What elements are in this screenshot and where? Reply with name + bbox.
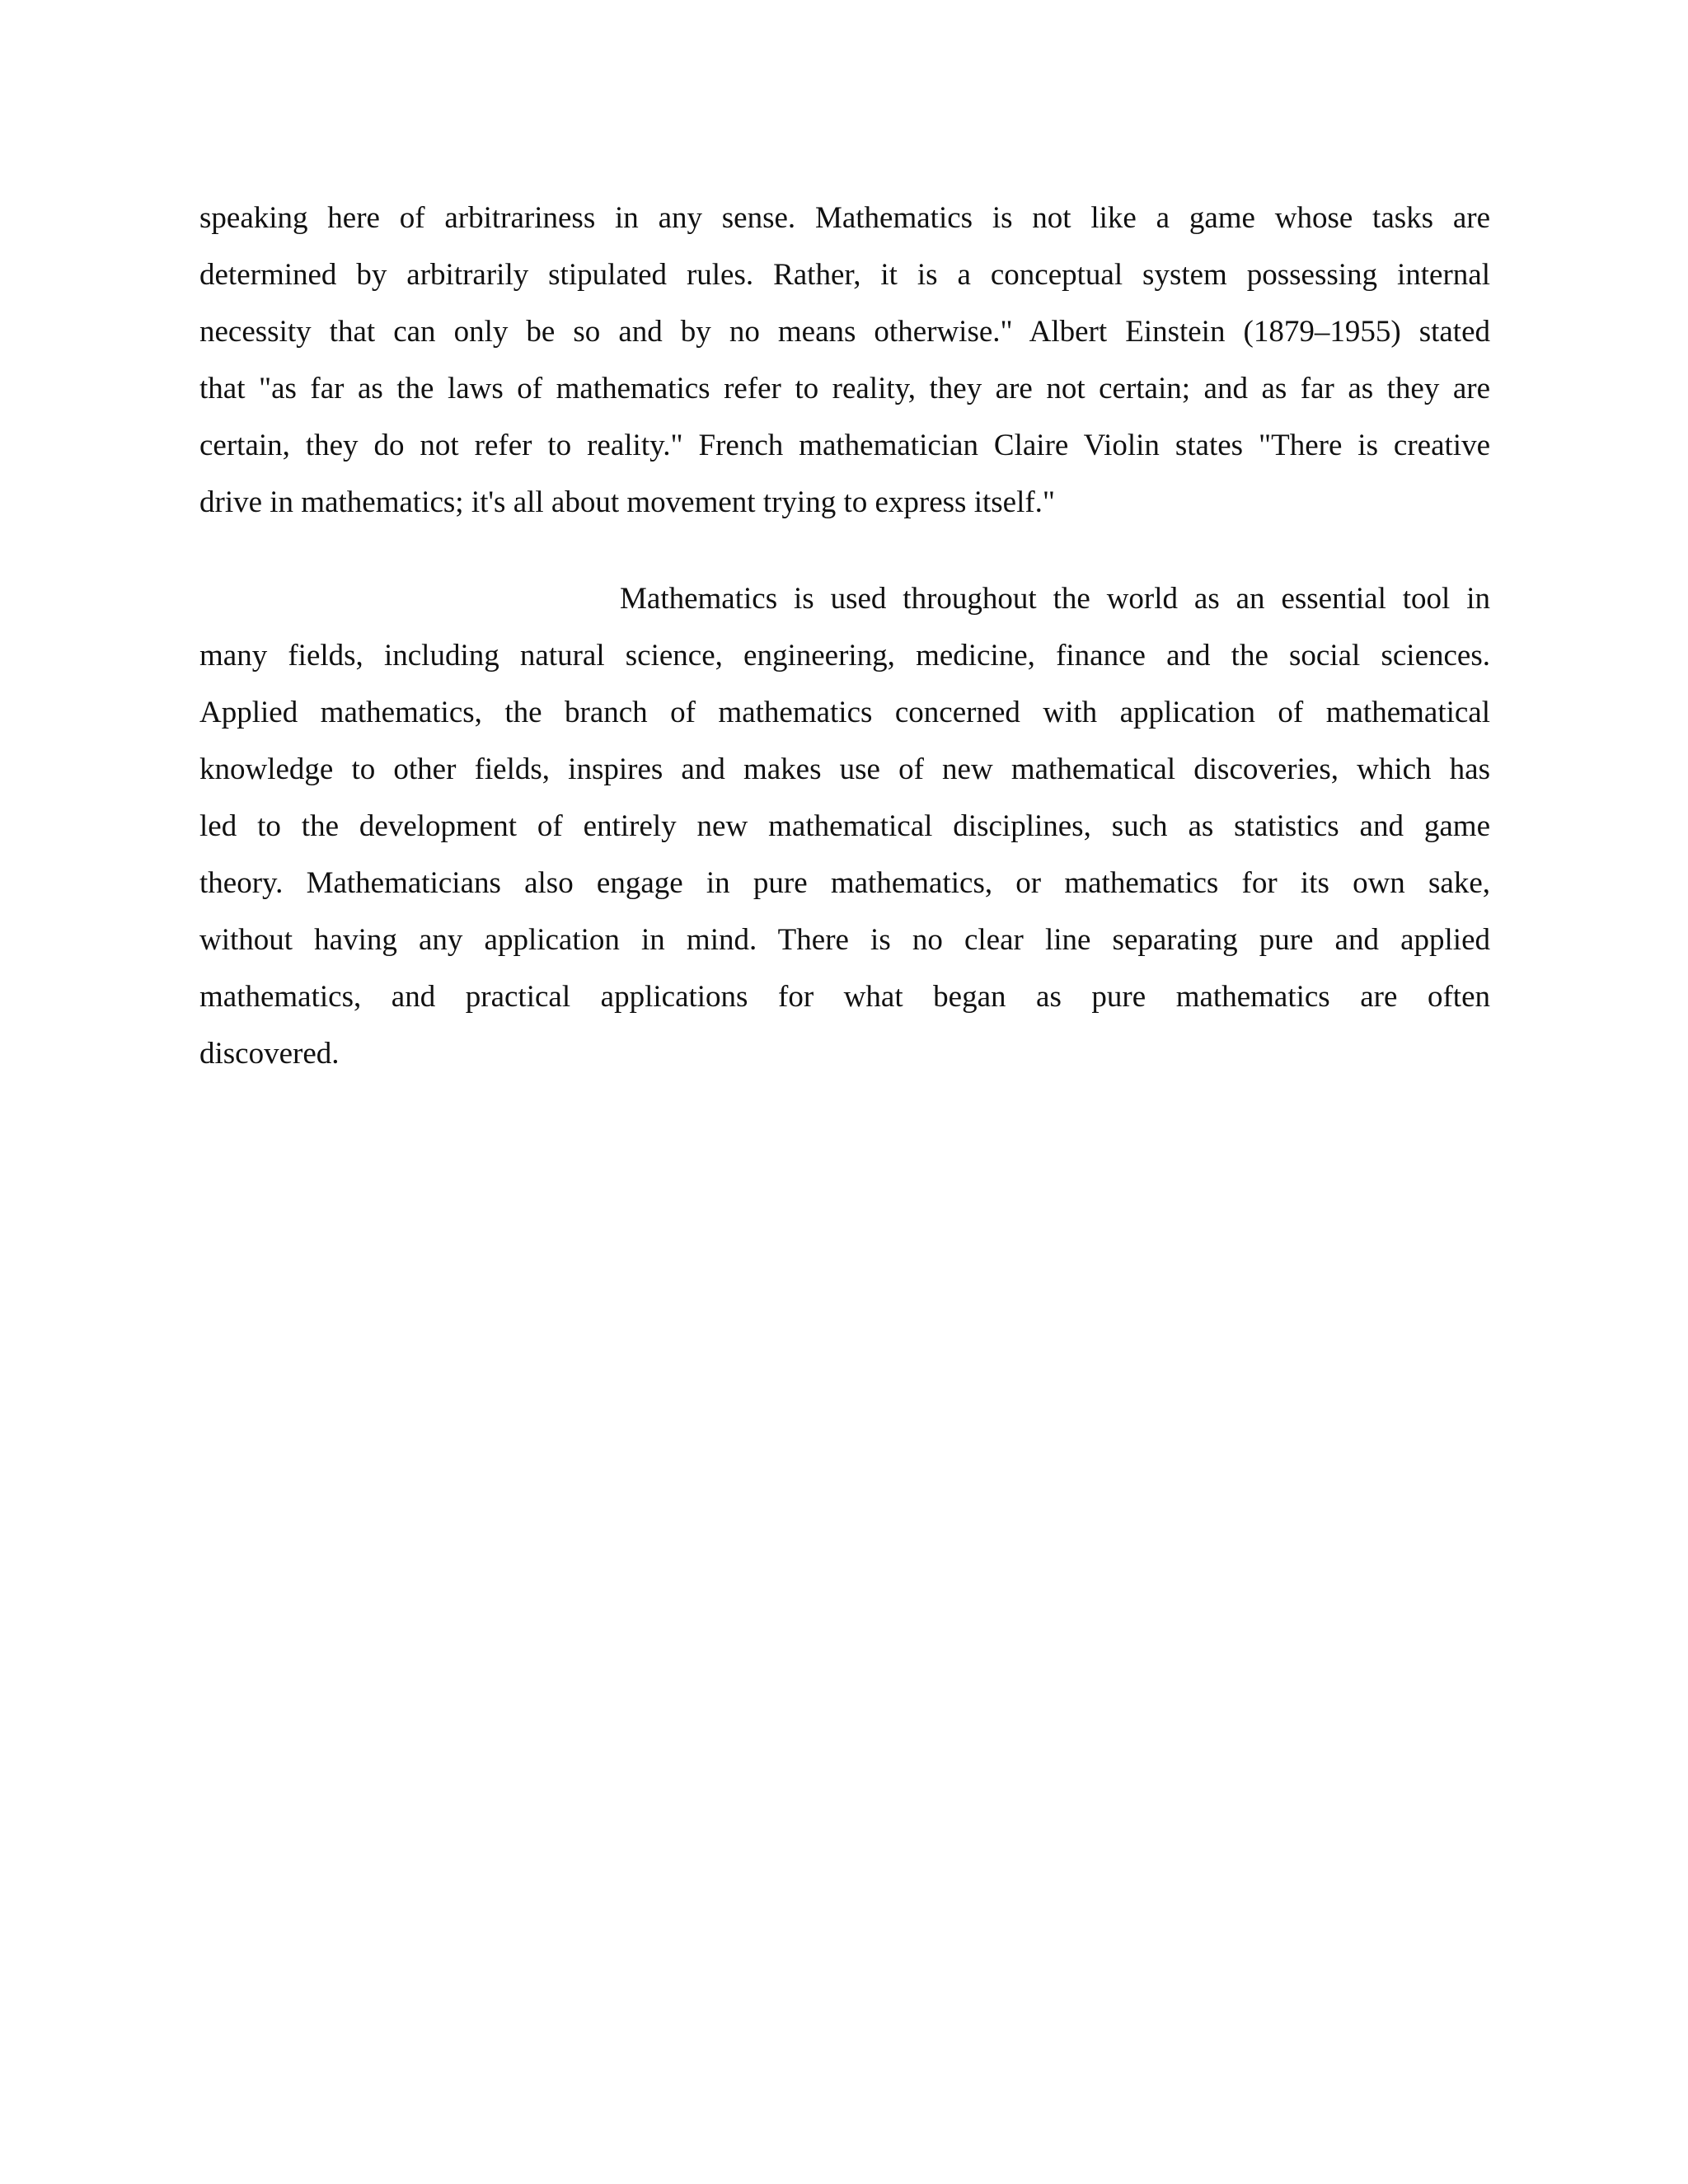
paragraph-1-line: necessity that can only be so and by no means otherwise." Albert Einstein (1879–1955) stated xyxy=(199,315,1490,349)
paragraph-2-line: theory. Mathematicians also engage in pure mathematics, or mathematics for its own sake, xyxy=(199,866,1490,900)
paragraph-1-line: speaking here of arbitrariness in any sense. Mathematics is not like a game whose tasks are xyxy=(199,201,1490,235)
paragraph-2-line: mathematics, and practical applications for what began as pure mathematics are often xyxy=(199,980,1490,1014)
paragraph-2-line: led to the development of entirely new mathematical disciplines, such as statistics and game xyxy=(199,809,1490,843)
paragraph-2-line: Applied mathematics, the branch of mathematics concerned with application of mathematical xyxy=(199,696,1490,729)
paragraph-2-line: knowledge to other fields, inspires and makes use of new mathematical discoveries, which has xyxy=(199,752,1490,786)
paragraph-2-line: discovered. xyxy=(199,1037,340,1071)
paragraph-2-line: Mathematics is used throughout the world as an essential tool in xyxy=(620,582,1490,616)
paragraph-1 xyxy=(199,190,1490,531)
paragraph-2-line: without having any application in mind. There is no clear line separating pure and applied xyxy=(199,923,1490,957)
paragraph-2 xyxy=(199,570,1490,1082)
paragraph-1-line: determined by arbitrarily stipulated rules. Rather, it is a conceptual system possessing internal xyxy=(199,258,1490,292)
paragraph-1-line: that "as far as the laws of mathematics refer to reality, they are not certain; and as far as they are xyxy=(199,372,1490,405)
paragraph-1-line: certain, they do not refer to reality." French mathematician Claire Violin states "There is creative xyxy=(199,429,1490,462)
paragraph-2-line: many fields, including natural science, engineering, medicine, finance and the social sciences. xyxy=(199,639,1490,673)
paragraph-1-line: drive in mathematics; it's all about movement trying to express itself." xyxy=(199,485,1056,519)
